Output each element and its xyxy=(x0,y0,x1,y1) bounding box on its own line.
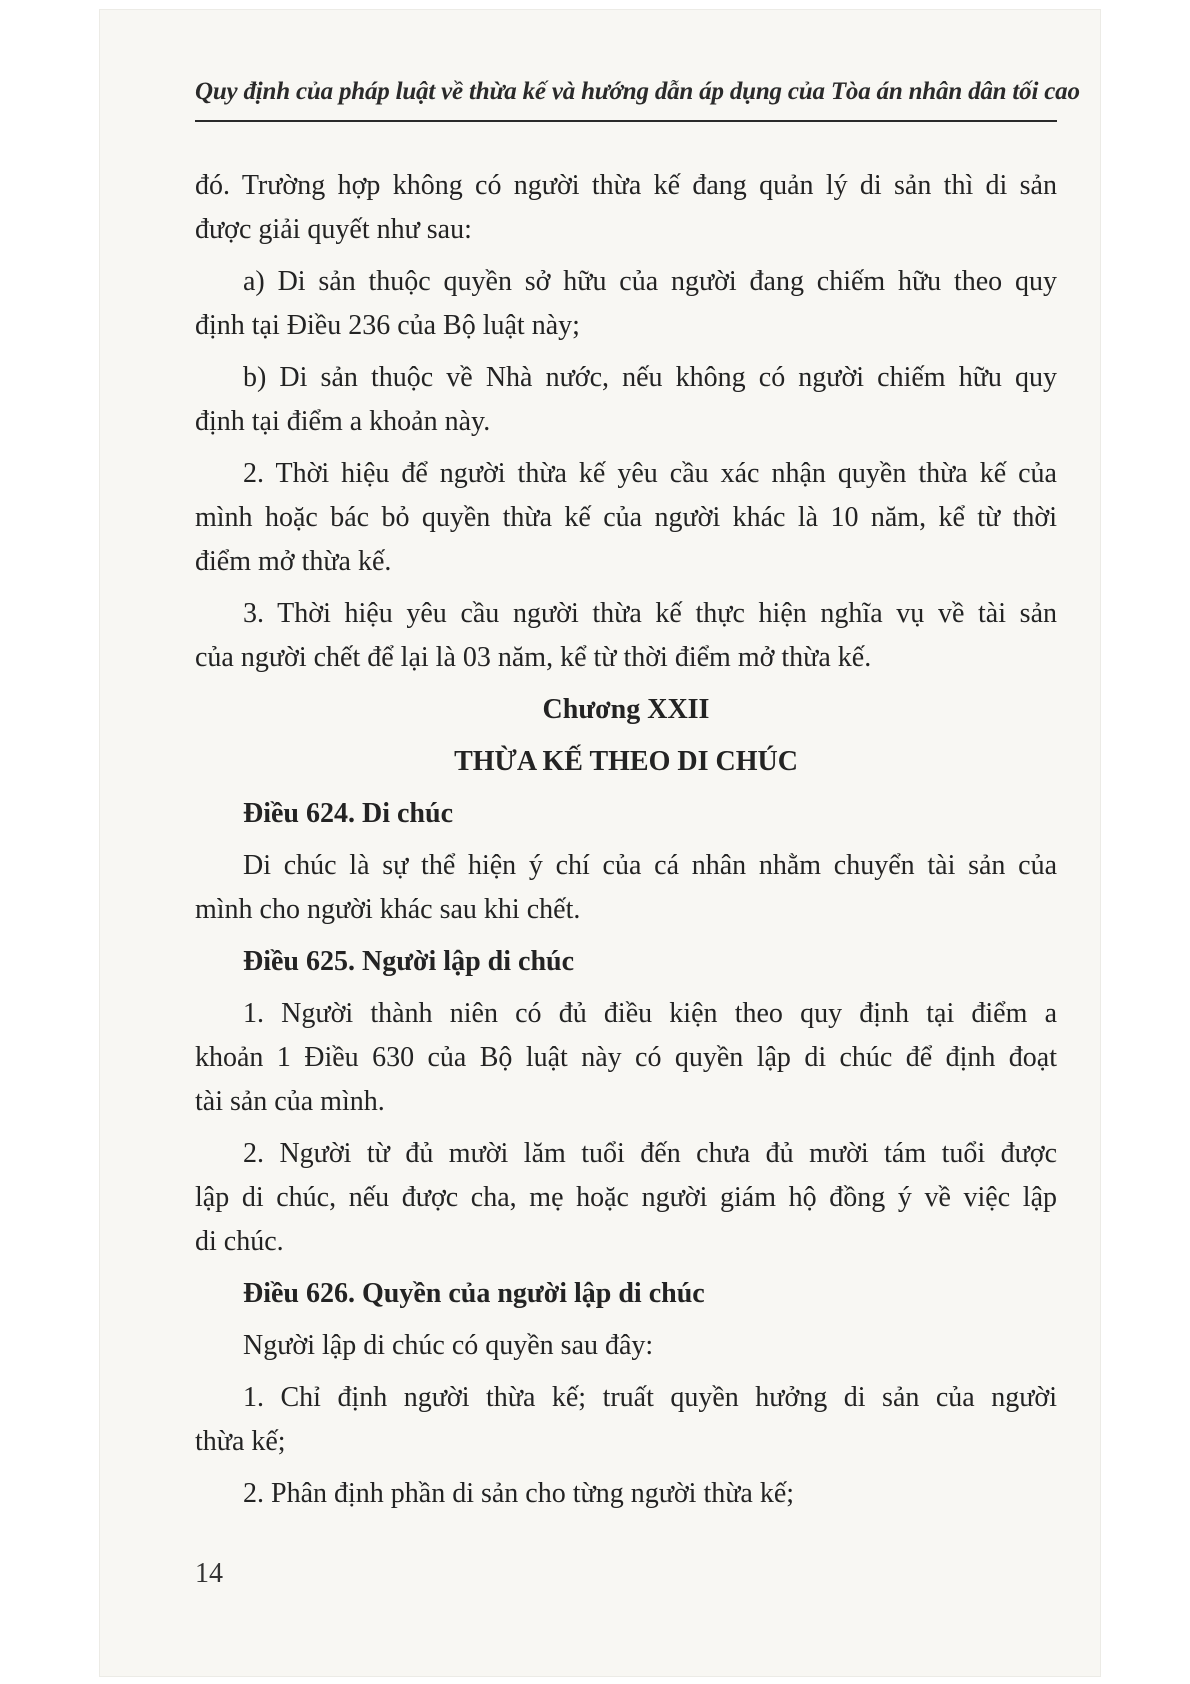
article-625-heading: Điều 625. Người lập di chúc xyxy=(243,946,575,977)
text-line: định tại Điều 236 của Bộ luật này; xyxy=(195,310,580,341)
article-625-clause-2 xyxy=(195,1132,1057,1264)
running-header: Quy định của pháp luật về thừa kế và hướng dẫn áp dụng của Tòa án nhân dân tối cao xyxy=(195,78,1080,105)
chapter-title: THỪA KẾ THEO DI CHÚC xyxy=(454,746,798,777)
text-line: thừa kế; xyxy=(195,1426,286,1457)
paragraph-continuation xyxy=(195,164,1057,252)
text-line: 2. Người từ đủ mười lăm tuổi đến chưa đủ mười tám tuổi được xyxy=(243,1138,1057,1169)
text-line: 1. Người thành niên có đủ điều kiện theo quy định tại điểm a xyxy=(243,998,1057,1029)
text-line: a) Di sản thuộc quyền sở hữu của người đang chiếm hữu theo quy xyxy=(243,266,1057,297)
text-line: b) Di sản thuộc về Nhà nước, nếu không có người chiếm hữu quy xyxy=(243,362,1057,393)
text-line: được giải quyết như sau: xyxy=(195,214,472,245)
page-number: 14 xyxy=(195,1558,223,1589)
article-626-intro xyxy=(195,1324,1057,1368)
text-line: đó. Trường hợp không có người thừa kế đang quản lý di sản thì di sản xyxy=(195,170,1057,201)
text-line: 2. Thời hiệu để người thừa kế yêu cầu xác nhận quyền thừa kế của xyxy=(243,458,1057,489)
text-line: mình hoặc bác bỏ quyền thừa kế của người khác là 10 năm, kể từ thời xyxy=(195,502,1057,533)
article-626-clause-1 xyxy=(195,1376,1057,1464)
article-626-heading: Điều 626. Quyền của người lập di chúc xyxy=(243,1278,705,1309)
text-line: tài sản của mình. xyxy=(195,1086,385,1117)
text-line: mình cho người khác sau khi chết. xyxy=(195,894,581,925)
paragraph-clause-2 xyxy=(195,452,1057,584)
article-626-clause-2 xyxy=(195,1472,1057,1516)
text-line: Người lập di chúc có quyền sau đây: xyxy=(243,1330,654,1361)
text-line: Di chúc là sự thể hiện ý chí của cá nhân nhằm chuyển tài sản của xyxy=(243,850,1057,881)
text-line: lập di chúc, nếu được cha, mẹ hoặc người giám hộ đồng ý về việc lập xyxy=(195,1182,1057,1213)
article-624-heading: Điều 624. Di chúc xyxy=(243,798,453,829)
article-625-clause-1 xyxy=(195,992,1057,1124)
text-line: điểm mở thừa kế. xyxy=(195,546,392,577)
text-line: của người chết để lại là 03 năm, kể từ thời điểm mở thừa kế. xyxy=(195,642,872,673)
text-line: di chúc. xyxy=(195,1226,284,1257)
text-line: 3. Thời hiệu yêu cầu người thừa kế thực hiện nghĩa vụ về tài sản xyxy=(243,598,1057,629)
text-line: 2. Phân định phần di sản cho từng người thừa kế; xyxy=(243,1478,795,1509)
chapter-number: Chương XXII xyxy=(542,694,710,725)
header-rule xyxy=(195,120,1057,122)
page-body xyxy=(195,164,1057,1524)
text-line: định tại điểm a khoản này. xyxy=(195,406,491,437)
text-line: khoản 1 Điều 630 của Bộ luật này có quyền lập di chúc để định đoạt xyxy=(195,1042,1057,1073)
paragraph-clause-3 xyxy=(195,592,1057,680)
article-624-text xyxy=(195,844,1057,932)
paragraph-point-b xyxy=(195,356,1057,444)
paragraph-point-a xyxy=(195,260,1057,348)
text-line: 1. Chỉ định người thừa kế; truất quyền hưởng di sản của người xyxy=(243,1382,1057,1413)
